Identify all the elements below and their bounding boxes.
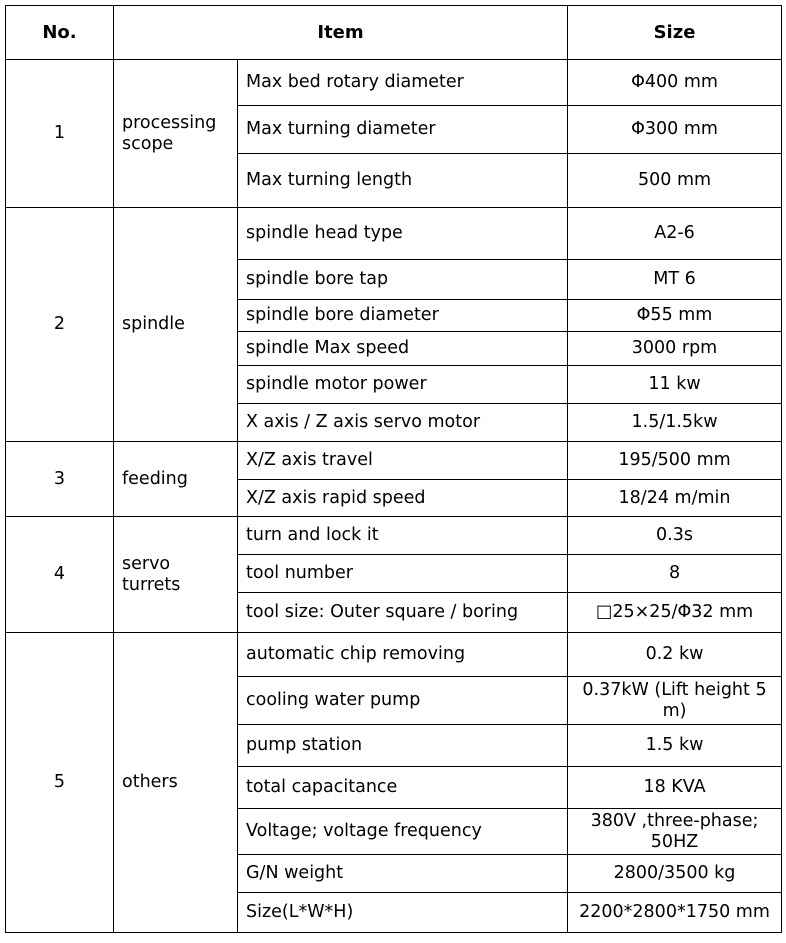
size-cell: 380V ,three-phase; 50HZ xyxy=(568,809,782,855)
header-item: Item xyxy=(114,6,568,60)
item-cell: spindle head type xyxy=(238,208,568,260)
size-cell: 18/24 m/min xyxy=(568,480,782,517)
table-row xyxy=(6,633,782,677)
group-number: 5 xyxy=(6,633,114,933)
group-category: spindle xyxy=(114,208,238,442)
size-cell: 18 KVA xyxy=(568,767,782,809)
item-cell: Size(L*W*H) xyxy=(238,893,568,933)
item-cell: X axis / Z axis servo motor xyxy=(238,404,568,442)
item-cell: spindle bore tap xyxy=(238,260,568,300)
item-cell: pump station xyxy=(238,725,568,767)
item-cell: Max turning length xyxy=(238,154,568,208)
table-row xyxy=(6,517,782,555)
size-cell: 0.37kW (Lift height 5 m) xyxy=(568,677,782,725)
size-cell: 195/500 mm xyxy=(568,442,782,480)
size-cell: 2200*2800*1750 mm xyxy=(568,893,782,933)
size-cell: 0.2 kw xyxy=(568,633,782,677)
group-number: 1 xyxy=(6,60,114,208)
group-category: processing scope xyxy=(114,60,238,208)
size-cell: MT 6 xyxy=(568,260,782,300)
spec-table xyxy=(5,5,782,933)
table-row xyxy=(6,208,782,260)
size-cell: Φ55 mm xyxy=(568,300,782,332)
item-cell: Max bed rotary diameter xyxy=(238,60,568,106)
group-number: 4 xyxy=(6,517,114,633)
item-cell: spindle bore diameter xyxy=(238,300,568,332)
item-cell: spindle Max speed xyxy=(238,332,568,366)
group-category: feeding xyxy=(114,442,238,517)
size-cell: Φ300 mm xyxy=(568,106,782,154)
group-category: servo turrets xyxy=(114,517,238,633)
item-cell: turn and lock it xyxy=(238,517,568,555)
size-cell: 2800/3500 kg xyxy=(568,855,782,893)
table-row xyxy=(6,442,782,480)
size-cell: 11 kw xyxy=(568,366,782,404)
group-category: others xyxy=(114,633,238,933)
item-cell: tool size: Outer square / boring xyxy=(238,593,568,633)
header-size: Size xyxy=(568,6,782,60)
size-cell: 3000 rpm xyxy=(568,332,782,366)
item-cell: X/Z axis travel xyxy=(238,442,568,480)
size-cell: 1.5 kw xyxy=(568,725,782,767)
table-row xyxy=(6,60,782,106)
item-cell: spindle motor power xyxy=(238,366,568,404)
header-no: No. xyxy=(6,6,114,60)
item-cell: total capacitance xyxy=(238,767,568,809)
item-cell: tool number xyxy=(238,555,568,593)
size-cell: 8 xyxy=(568,555,782,593)
item-cell: G/N weight xyxy=(238,855,568,893)
item-cell: Max turning diameter xyxy=(238,106,568,154)
size-cell: 500 mm xyxy=(568,154,782,208)
item-cell: automatic chip removing xyxy=(238,633,568,677)
size-cell: 0.3s xyxy=(568,517,782,555)
group-number: 2 xyxy=(6,208,114,442)
size-cell: □25×25/Φ32 mm xyxy=(568,593,782,633)
header-row xyxy=(6,6,782,60)
item-cell: X/Z axis rapid speed xyxy=(238,480,568,517)
size-cell: Φ400 mm xyxy=(568,60,782,106)
size-cell: A2-6 xyxy=(568,208,782,260)
spec-table-body xyxy=(6,6,782,933)
item-cell: Voltage; voltage frequency xyxy=(238,809,568,855)
group-number: 3 xyxy=(6,442,114,517)
item-cell: cooling water pump xyxy=(238,677,568,725)
size-cell: 1.5/1.5kw xyxy=(568,404,782,442)
